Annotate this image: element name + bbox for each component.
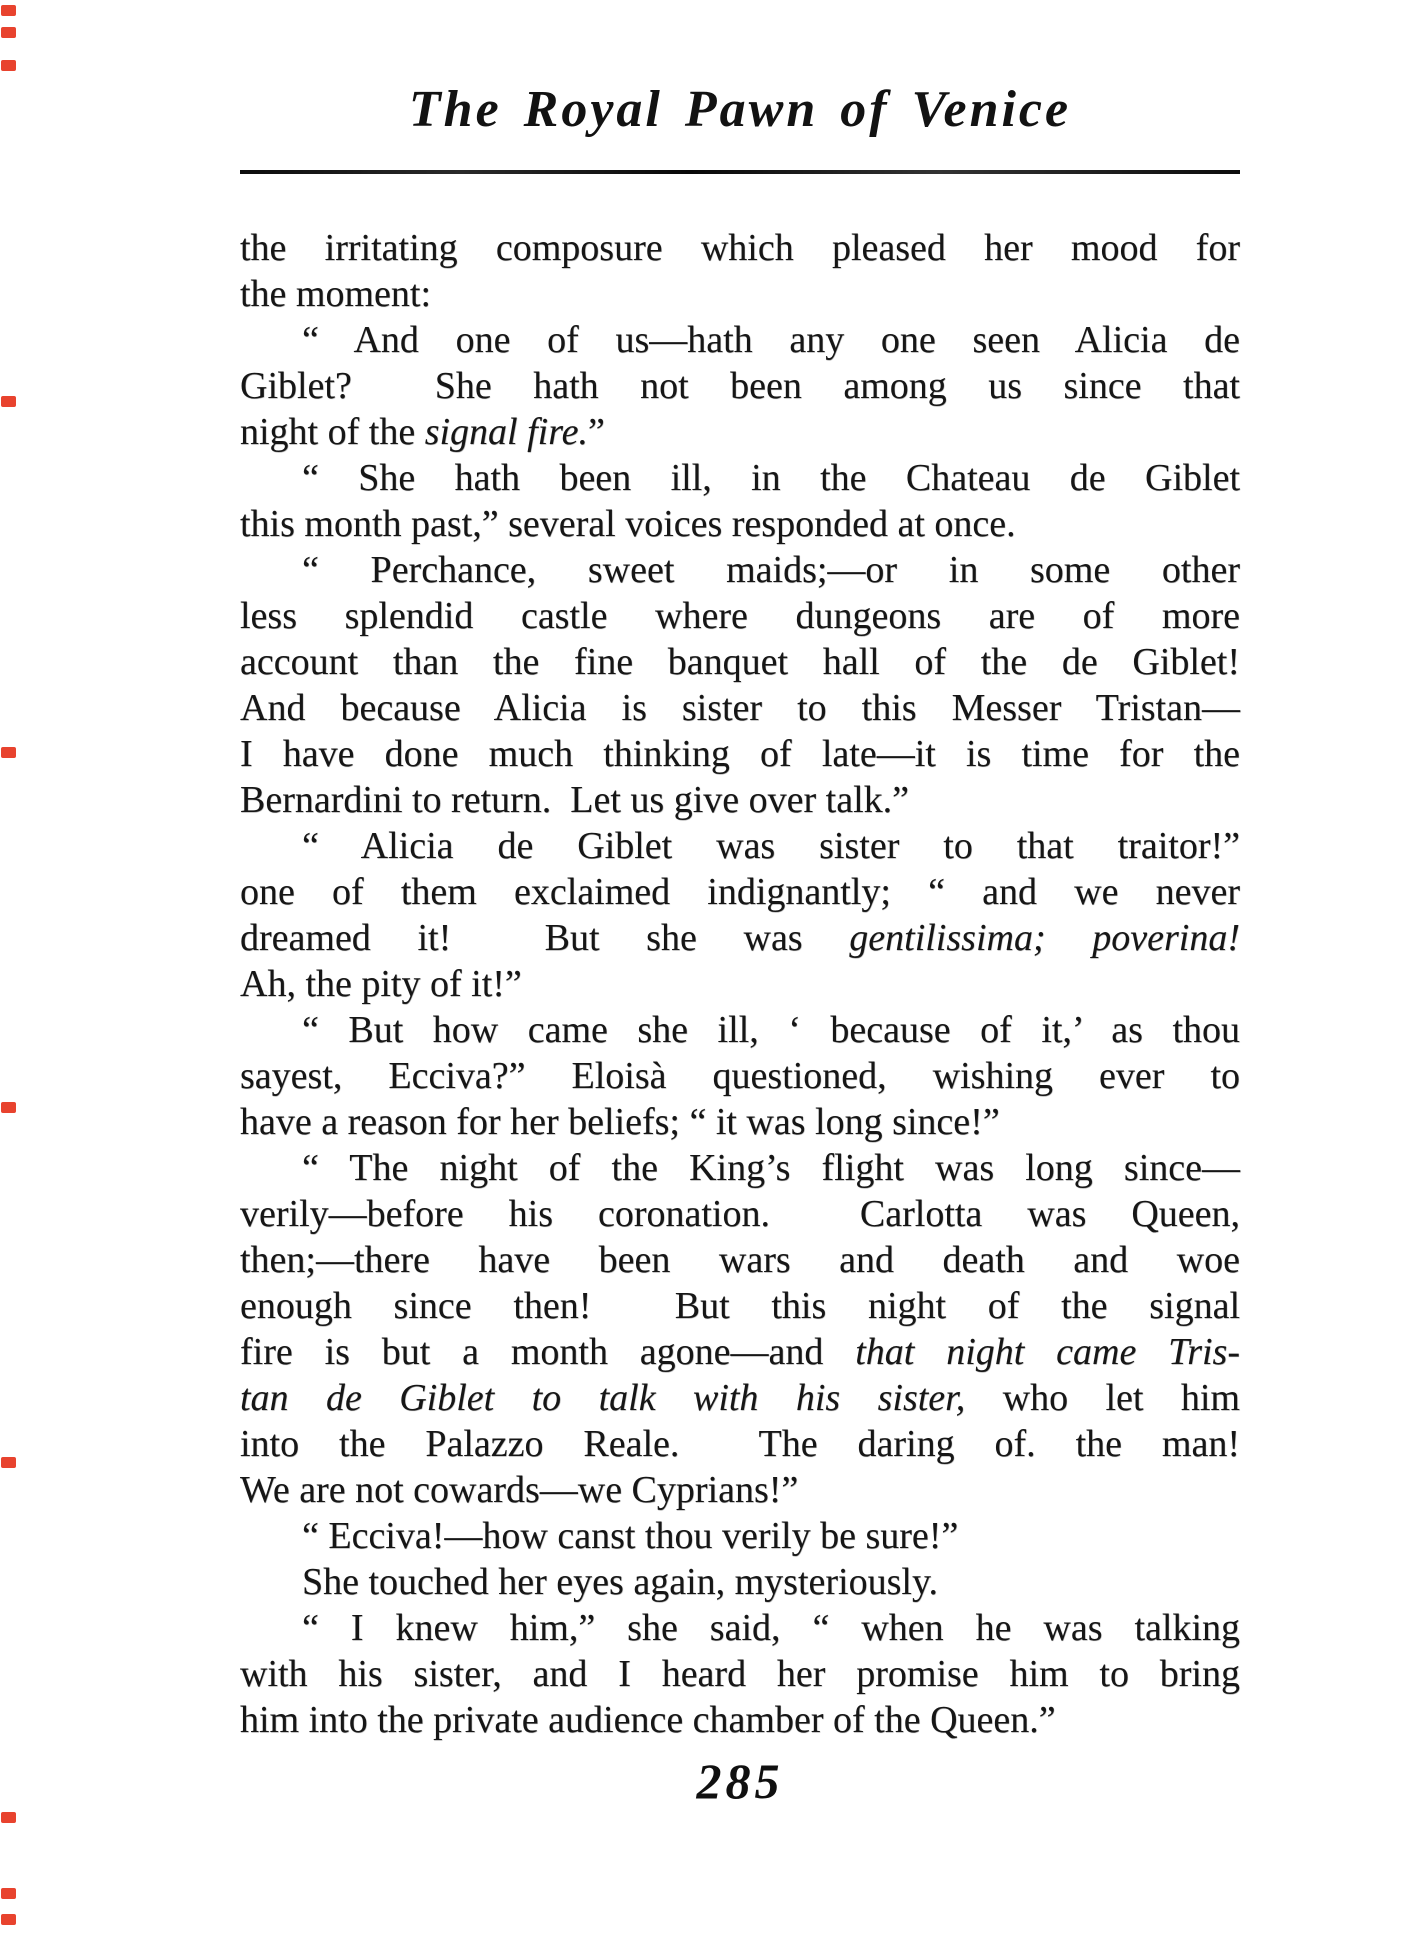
text-segment: account than the fine banquet hall of the de Giblet! xyxy=(240,641,1240,683)
body-text xyxy=(240,225,1240,1743)
text-segment: And because Alicia is sister to this Messer Tristan— xyxy=(240,687,1240,729)
text-segment: I have done much thinking of late—it is time for the xyxy=(240,733,1240,775)
text-segment: then;—there have been wars and death and woe xyxy=(240,1239,1240,1281)
text-line xyxy=(240,593,1240,639)
text-line xyxy=(240,1145,1240,1191)
text-segment: “ And one of us—hath any one seen Alicia de xyxy=(302,319,1240,361)
scan-mark xyxy=(1,1888,16,1899)
text-segment: verily—before his coronation. Carlotta was Queen, xyxy=(240,1193,1240,1235)
text-segment: this month past,” several voices responded at once. xyxy=(240,503,1016,545)
text-line xyxy=(240,409,1240,455)
text-line xyxy=(240,915,1240,961)
text-line xyxy=(240,869,1240,915)
text-segment: Giblet? She hath not been among us since that xyxy=(240,365,1240,407)
text-segment: dreamed it! But she was xyxy=(240,917,850,959)
text-segment: have a reason for her beliefs; “ it was long since!” xyxy=(240,1101,1000,1143)
text-line xyxy=(240,455,1240,501)
text-segment: Ah, the pity of it!” xyxy=(240,963,522,1005)
text-line xyxy=(240,777,1240,823)
text-segment: “ But how came she ill, ‘ because of it,’ as thou xyxy=(302,1009,1240,1051)
text-segment: “ The night of the King’s flight was long since— xyxy=(302,1147,1240,1189)
text-line xyxy=(240,547,1240,593)
scan-mark xyxy=(1,5,16,16)
text-line xyxy=(240,639,1240,685)
text-segment: with his sister, and I heard her promise him to bring xyxy=(240,1653,1240,1695)
text-segment: into the Palazzo Reale. The daring of. the man! xyxy=(240,1423,1240,1465)
text-line xyxy=(240,271,1240,317)
text-segment: “ I knew him,” she said, “ when he was talking xyxy=(302,1607,1240,1649)
text-line xyxy=(240,1283,1240,1329)
scan-mark xyxy=(1,747,16,758)
text-line xyxy=(240,1053,1240,1099)
text-line xyxy=(240,731,1240,777)
text-segment: night of the xyxy=(240,411,425,453)
text-line xyxy=(240,685,1240,731)
text-segment-italic: that night came Tris- xyxy=(855,1331,1240,1373)
text-segment: him into the private audience chamber of the Queen.” xyxy=(240,1699,1056,1741)
text-segment: She touched her eyes again, mysteriously. xyxy=(302,1561,938,1603)
text-segment: sayest, Ecciva?” Eloisà questioned, wishing ever to xyxy=(240,1055,1240,1097)
text-line xyxy=(240,961,1240,1007)
text-line xyxy=(240,1513,1240,1559)
text-segment-italic: gentilissima; poverina! xyxy=(849,917,1240,959)
text-line xyxy=(240,1099,1240,1145)
text-segment: “ Ecciva!—how canst thou verily be sure!” xyxy=(302,1515,959,1557)
text-line xyxy=(240,1421,1240,1467)
text-line xyxy=(240,225,1240,271)
text-segment: less splendid castle where dungeons are of more xyxy=(240,595,1240,637)
text-line xyxy=(240,1559,1240,1605)
text-line xyxy=(240,1191,1240,1237)
running-header-title: The Royal Pawn of Venice xyxy=(408,81,1072,138)
text-segment: ” xyxy=(587,411,605,453)
scan-mark xyxy=(1,60,16,71)
text-segment: enough since then! But this night of the signal xyxy=(240,1285,1240,1327)
scan-mark xyxy=(1,1102,16,1113)
scan-mark xyxy=(1,396,16,407)
text-line xyxy=(240,1605,1240,1651)
text-line xyxy=(240,823,1240,869)
text-segment: “ Perchance, sweet maids;—or in some other xyxy=(302,549,1240,591)
text-segment-italic: tan de Giblet to talk with his sister, xyxy=(240,1377,966,1419)
scan-mark xyxy=(1,1457,16,1468)
scan-mark xyxy=(1,1812,16,1823)
text-segment: the moment: xyxy=(240,273,432,315)
text-column xyxy=(240,0,1240,1936)
scan-mark xyxy=(1,1914,16,1925)
text-line xyxy=(240,501,1240,547)
header-rule xyxy=(240,170,1240,174)
text-line xyxy=(240,1697,1240,1743)
scan-mark xyxy=(1,27,16,38)
text-segment: the irritating composure which pleased her mood for xyxy=(240,227,1240,269)
text-segment: “ Alicia de Giblet was sister to that traitor!” xyxy=(302,825,1240,867)
text-segment: one of them exclaimed indignantly; “ and we never xyxy=(240,871,1240,913)
text-segment: We are not cowards—we Cyprians!” xyxy=(240,1469,799,1511)
text-line xyxy=(240,317,1240,363)
text-segment: who let him xyxy=(965,1377,1240,1419)
text-line xyxy=(240,1007,1240,1053)
text-line xyxy=(240,1375,1240,1421)
text-line xyxy=(240,1329,1240,1375)
text-segment: Bernardini to return. Let us give over talk.” xyxy=(240,779,910,821)
text-segment: “ She hath been ill, in the Chateau de Giblet xyxy=(302,457,1240,499)
text-line xyxy=(240,1651,1240,1697)
text-line xyxy=(240,1467,1240,1513)
text-segment-italic: signal fire. xyxy=(424,411,588,453)
text-line xyxy=(240,363,1240,409)
text-segment: fire is but a month agone—and xyxy=(240,1331,856,1373)
page-number: 285 xyxy=(696,1753,784,1809)
text-line xyxy=(240,1237,1240,1283)
scan-marks xyxy=(0,0,24,1936)
